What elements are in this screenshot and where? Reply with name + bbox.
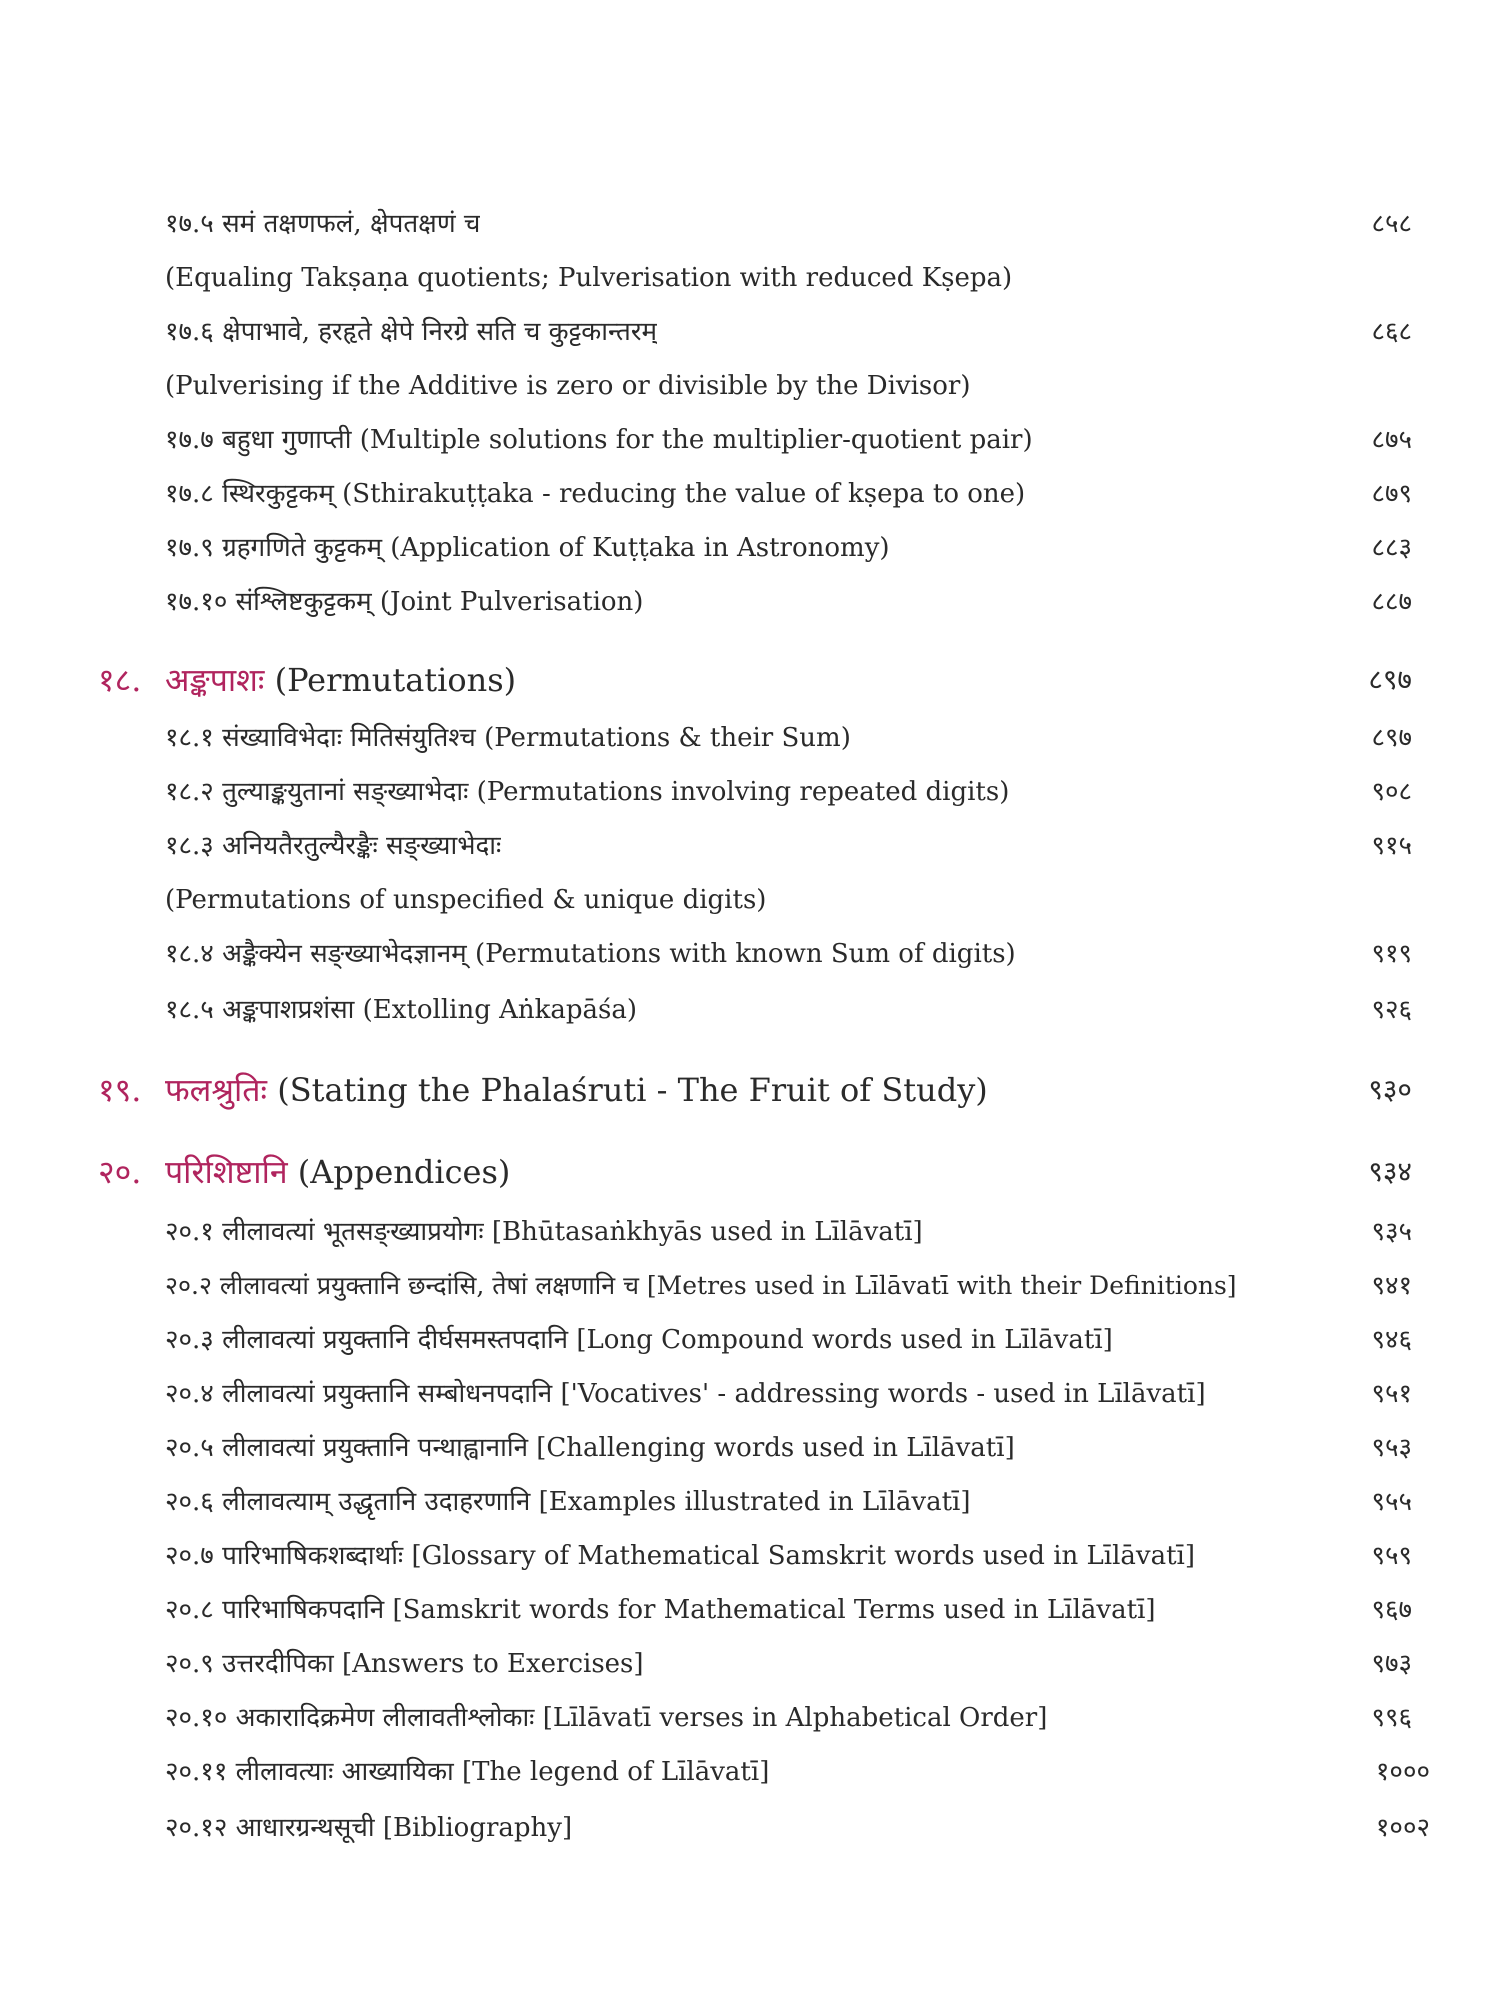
entry-title: २०.३ लीलावत्यां प्रयुक्तानि दीर्घसमस्तपदानि [Long Compound words used in Līlāvatī] [165, 1325, 1113, 1355]
entry-title: १८.३ अनियतैरतुल्यैरङ्कैः सङ्ख्याभेदाः [165, 831, 502, 861]
toc-entry-17-6-english [0, 364, 1500, 408]
toc-entry-17-5 [0, 202, 1500, 246]
entry-page: ९९६ [1371, 1703, 1412, 1733]
entry-page: ८७५ [1371, 425, 1412, 455]
toc-entry-20-2 [0, 1264, 1500, 1308]
entry-title: १७.७ बहुधा गुणाप्ती (Multiple solutions for the multiplier-quotient pair) [165, 425, 1033, 455]
entry-page: ९५३ [1371, 1433, 1412, 1463]
entry-title: १८.१ संख्याविभेदाः मितिसंयुतिश्च (Permutations & their Sum) [165, 723, 851, 753]
entry-page: ९७३ [1371, 1649, 1412, 1679]
entry-subtitle: (Pulverising if the Additive is zero or divisible by the Divisor) [165, 371, 971, 401]
entry-title: १७.१० संश्लिष्टकुट्टकम् (Joint Pulverisation) [165, 587, 644, 617]
toc-entry-18-2 [0, 770, 1500, 814]
section-number: १८. [98, 661, 142, 699]
entry-page: ९३५ [1371, 1217, 1412, 1247]
entry-page: ९६७ [1371, 1595, 1412, 1625]
section-heading-19 [0, 1066, 1500, 1114]
entry-page: ९५१ [1371, 1379, 1412, 1409]
entry-title: २०.८ पारिभाषिकपदानि [Samskrit words for Mathematical Terms used in Līlāvatī] [165, 1595, 1156, 1625]
entry-page: ९२६ [1371, 995, 1412, 1025]
entry-title: २०.११ लीलावत्याः आख्यायिका [The legend of Līlāvatī] [165, 1757, 770, 1787]
entry-page: ८५८ [1371, 209, 1412, 239]
entry-page: ९१९ [1371, 939, 1412, 969]
toc-entry-17-10 [0, 580, 1500, 624]
toc-entry-17-5-english [0, 256, 1500, 300]
entry-page: ८८७ [1371, 587, 1412, 617]
toc-entry-20-5 [0, 1426, 1500, 1470]
entry-page: ८८३ [1371, 533, 1412, 563]
entry-page: ९४६ [1371, 1325, 1412, 1355]
entry-title: १७.६ क्षेपाभावे, हरहृते क्षेपे निरग्रे सति च कुट्टकान्तरम् [165, 317, 658, 347]
toc-entry-17-7 [0, 418, 1500, 462]
entry-page: ९१५ [1371, 831, 1412, 861]
entry-title: १८.४ अङ्कैक्येन सङ्ख्याभेदज्ञानम् (Permutations with known Sum of digits) [165, 939, 1016, 969]
entry-title: २०.१ लीलावत्यां भूतसङ्ख्याप्रयोगः [Bhūtasaṅkhyās used in Līlāvatī] [165, 1217, 923, 1247]
section-page: ८९७ [1368, 663, 1412, 696]
toc-entry-20-1 [0, 1210, 1500, 1254]
toc-entry-20-9 [0, 1642, 1500, 1686]
entry-page: ९५९ [1371, 1541, 1412, 1571]
toc-entry-20-7 [0, 1534, 1500, 1578]
toc-entry-17-6 [0, 310, 1500, 354]
entry-title: १७.९ ग्रहगणिते कुट्टकम् (Application of Kuṭṭaka in Astronomy) [165, 533, 890, 563]
section-title-english: (Appendices) [297, 1153, 511, 1191]
entry-page: ९०८ [1371, 777, 1412, 807]
entry-title: २०.१२ आधारग्रन्थसूची [Bibliography] [165, 1813, 573, 1843]
section-title [165, 1148, 510, 1196]
entry-title: १८.५ अङ्कपाशप्रशंसा (Extolling Aṅkapāśa) [165, 995, 638, 1025]
entry-title: २०.१० अकारादिक्रमेण लीलावतीश्लोकाः [Līlāvatī verses in Alphabetical Order] [165, 1703, 1048, 1733]
toc-entry-18-4 [0, 932, 1500, 976]
section-title [165, 656, 516, 704]
toc-entry-20-6 [0, 1480, 1500, 1524]
toc-entry-20-3 [0, 1318, 1500, 1362]
toc-entry-20-11 [0, 1750, 1500, 1794]
section-title-sanskrit: अङ्कपाशः [165, 661, 265, 699]
entry-title: १८.२ तुल्याङ्कयुतानां सङ्ख्याभेदाः (Permutations involving repeated digits) [165, 777, 1010, 807]
toc-entry-17-8 [0, 472, 1500, 516]
toc-entry-18-5 [0, 988, 1500, 1032]
entry-title: १७.८ स्थिरकुट्टकम् (Sthirakuṭṭaka - reducing the value of kṣepa to one) [165, 479, 1026, 509]
toc-entry-20-8 [0, 1588, 1500, 1632]
toc-entry-18-3 [0, 824, 1500, 868]
entry-title: २०.२ लीलावत्यां प्रयुक्तानि छन्दांसि, तेषां लक्षणानि च [Metres used in Līlāvatī with their Definitions] [165, 1271, 1237, 1300]
toc-entry-18-1 [0, 716, 1500, 760]
section-heading-18 [0, 656, 1500, 704]
entry-page: १००२ [1375, 1813, 1430, 1843]
section-page: ९३० [1368, 1073, 1412, 1106]
toc-entry-20-10 [0, 1696, 1500, 1740]
entry-title: २०.६ लीलावत्याम् उद्धृतानि उदाहरणानि [Examples illustrated in Līlāvatī] [165, 1487, 971, 1517]
entry-page: ९५५ [1371, 1487, 1412, 1517]
section-title-sanskrit: परिशिष्टानि [165, 1153, 288, 1191]
entry-title: २०.५ लीलावत्यां प्रयुक्तानि पन्थाह्वानानि [Challenging words used in Līlāvatī] [165, 1433, 1015, 1463]
entry-subtitle: (Permutations of unspecified & unique digits) [165, 885, 767, 915]
entry-page: ८९७ [1371, 723, 1412, 753]
toc-entry-18-3-english [0, 878, 1500, 922]
entry-page: ८७९ [1371, 479, 1412, 509]
section-title-sanskrit: फलश्रुतिः [165, 1071, 268, 1109]
section-heading-20 [0, 1148, 1500, 1196]
entry-page: १००० [1375, 1757, 1430, 1787]
entry-page: ८६८ [1371, 317, 1412, 347]
entry-title: २०.४ लीलावत्यां प्रयुक्तानि सम्बोधनपदानि ['Vocatives' - addressing words - used in Līlāvatī] [165, 1379, 1206, 1409]
toc-entry-20-12 [0, 1806, 1500, 1850]
toc-entry-20-4 [0, 1372, 1500, 1416]
section-number: २०. [98, 1153, 142, 1191]
section-number: १९. [98, 1071, 142, 1109]
section-title-english: (Stating the Phalaśruti - The Fruit of Study) [277, 1071, 988, 1109]
section-page: ९३४ [1368, 1155, 1412, 1188]
section-title [165, 1066, 988, 1114]
section-title-english: (Permutations) [274, 661, 517, 699]
toc-entry-17-9 [0, 526, 1500, 570]
entry-subtitle: (Equaling Takṣaṇa quotients; Pulverisation with reduced Kṣepa) [165, 263, 1013, 293]
entry-title: २०.९ उत्तरदीपिका [Answers to Exercises] [165, 1649, 644, 1679]
entry-title: २०.७ पारिभाषिकशब्दार्थाः [Glossary of Mathematical Samskrit words used in Līlāvatī] [165, 1541, 1196, 1571]
entry-title: १७.५ समं तक्षणफलं, क्षेपतक्षणं च [165, 209, 481, 239]
entry-page: ९४१ [1371, 1271, 1412, 1301]
